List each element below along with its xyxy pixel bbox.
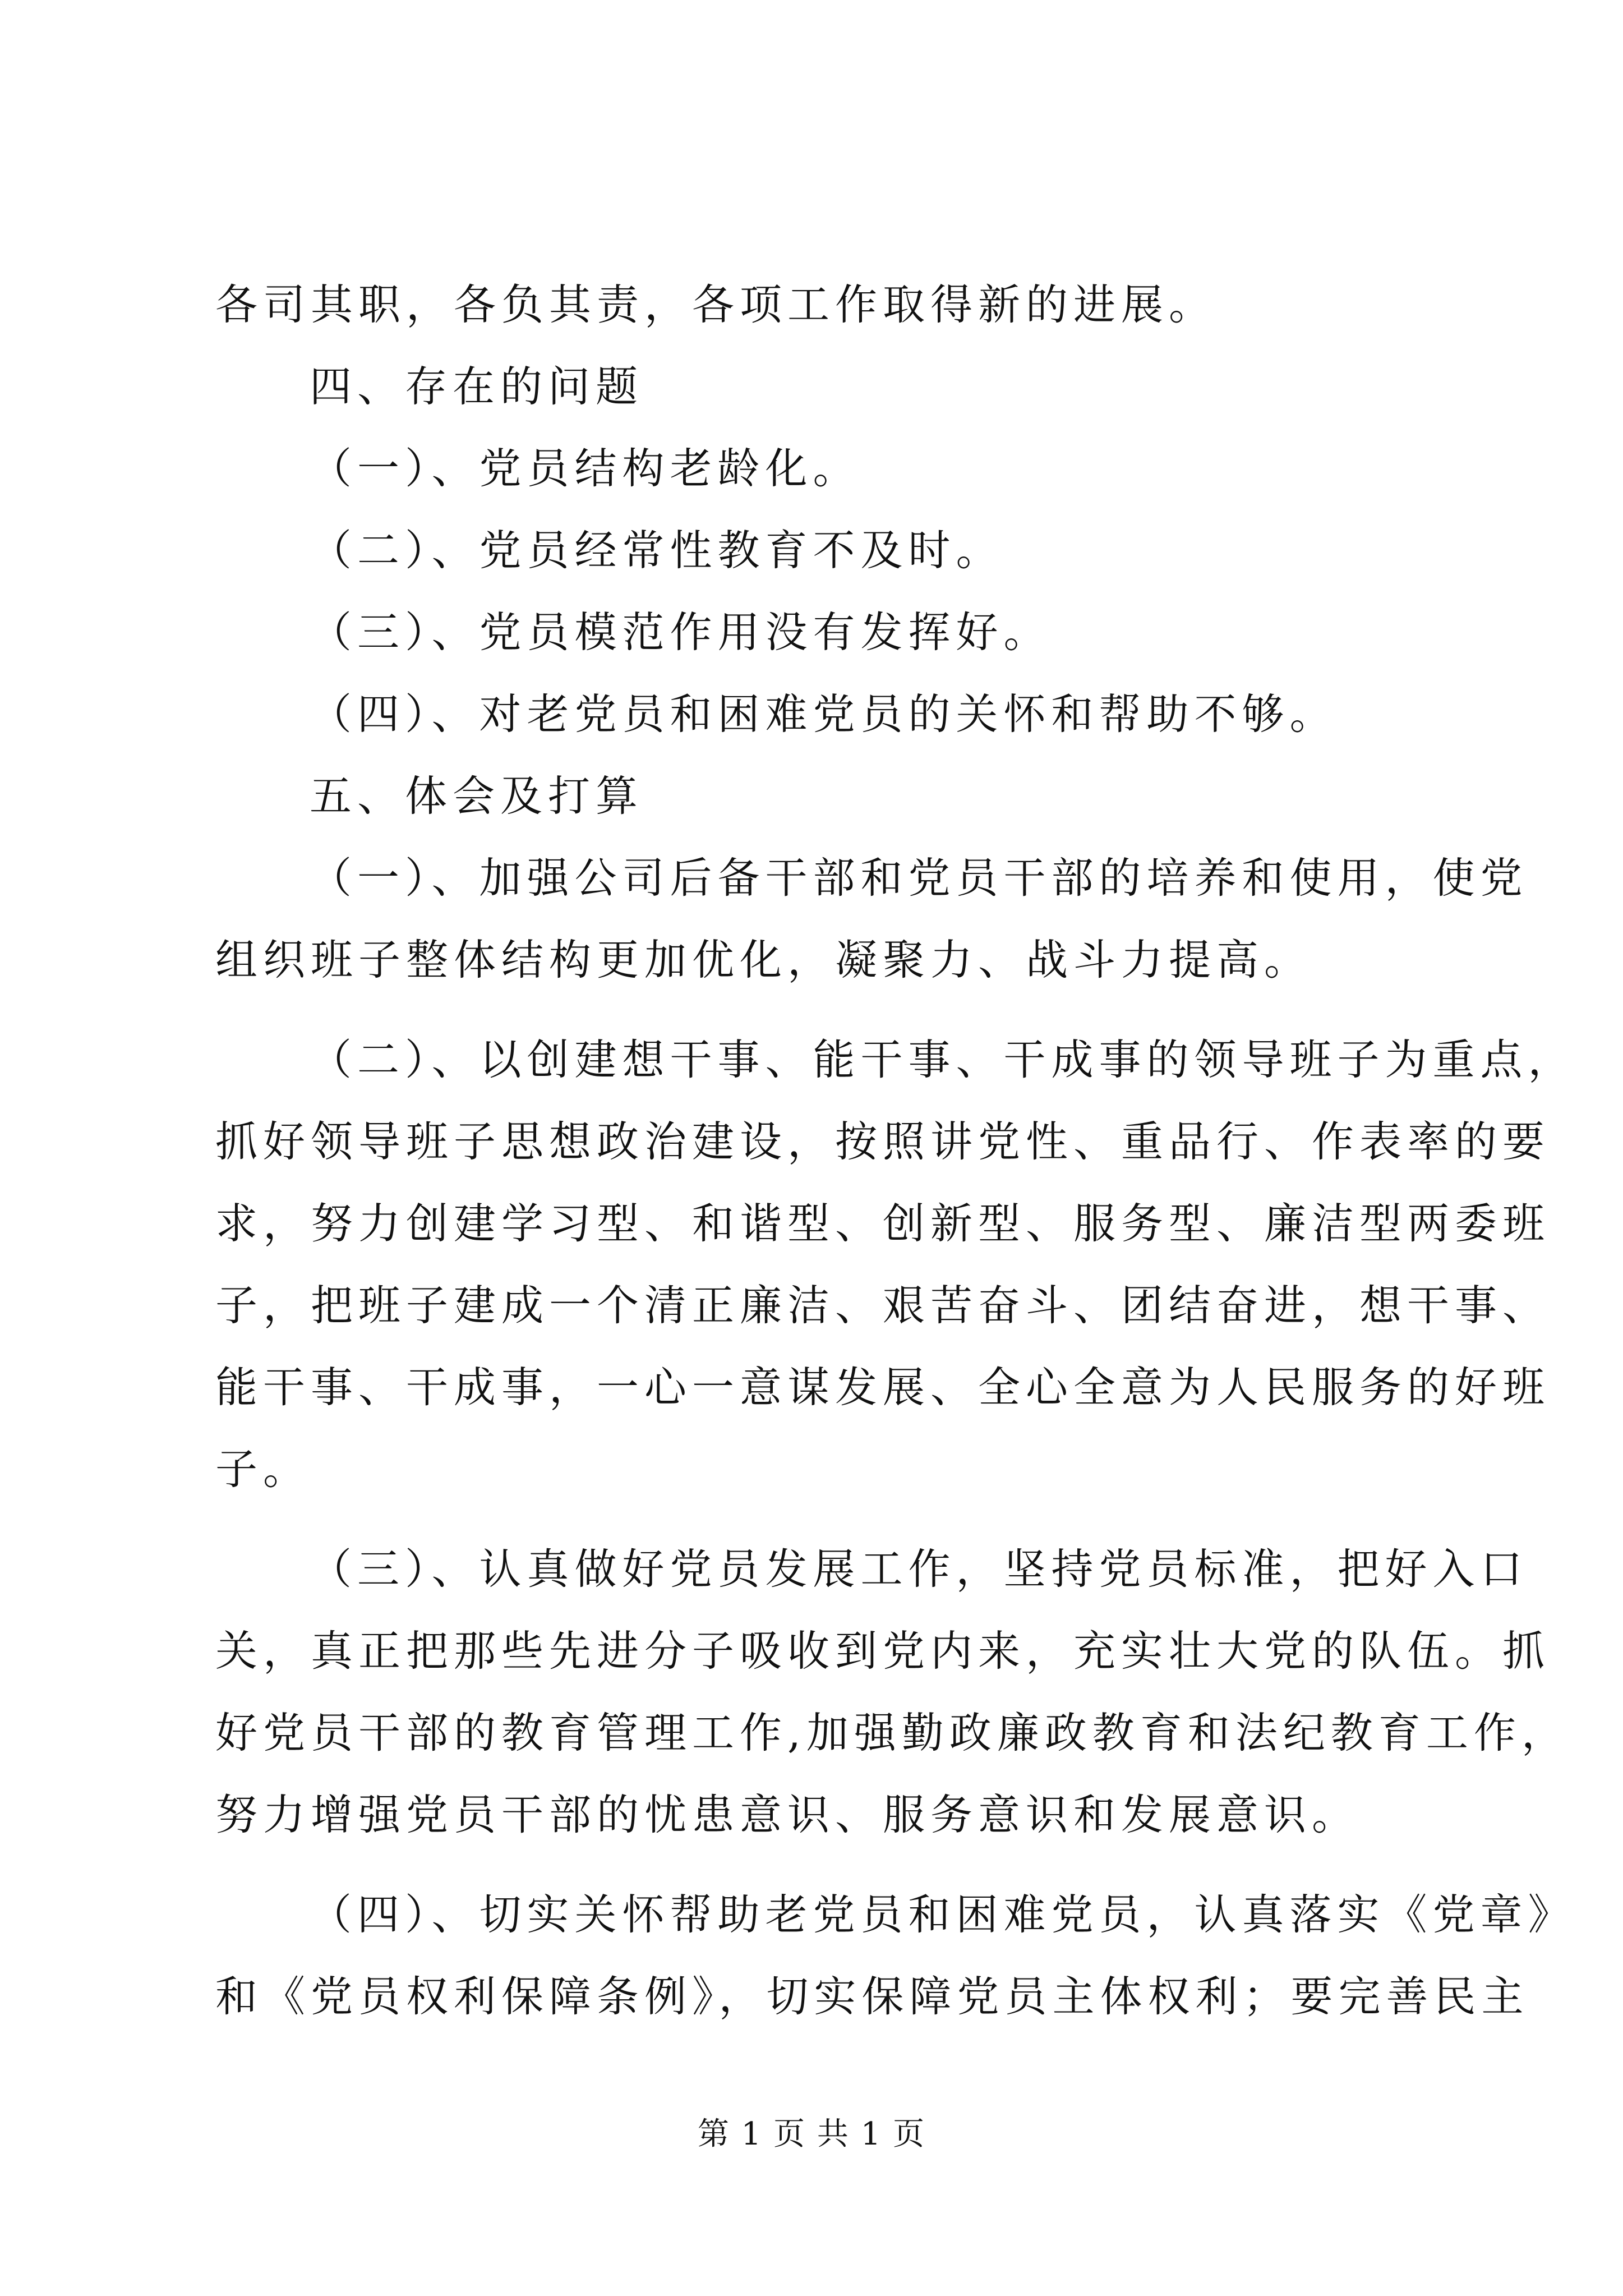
problem-item-1: （一）、党员结构老龄化。 <box>310 444 861 493</box>
problem-item-4: （四）、对老党员和困难党员的关怀和帮助不够。 <box>310 689 1338 739</box>
plan-2-line: 子，把班子建成一个清正廉洁、艰苦奋斗、团结奋进，想干事、 <box>215 1281 1551 1330</box>
document-body <box>215 264 1576 2037</box>
section-heading-problems: 四、存在的问题 <box>310 362 644 411</box>
plan-3-line: （三）、认真做好党员发展工作，坚持党员标准，把好入口 <box>310 1544 1528 1594</box>
plan-3-line: 关，真正把那些先进分子吸收到党内来，充实壮大党的队伍。抓 <box>215 1626 1551 1676</box>
section-heading-plans: 五、体会及打算 <box>310 771 644 821</box>
problem-item-2: （二）、党员经常性教育不及时。 <box>310 526 1004 575</box>
plan-1-line: （一）、加强公司后备干部和党员干部的培养和使用，使党 <box>310 853 1528 903</box>
plan-1-line: 组织班子整体结构更加优化，凝聚力、战斗力提高。 <box>215 935 1312 984</box>
paragraph-gap <box>215 1510 1415 1528</box>
plan-2-line: 抓好领导班子思想政治建设，按照讲党性、重品行、作表率的要 <box>215 1117 1551 1166</box>
plan-3-line: 好党员干部的教育管理工作,加强勤政廉政教育和法纪教育工作， <box>215 1708 1569 1757</box>
plan-4-line: 和《党员权利保障条例》，切实保障党员主体权利；要完善民主 <box>215 1972 1529 2021</box>
plan-2-line: 求，努力创建学习型、和谐型、创新型、服务型、廉洁型两委班 <box>215 1199 1551 1248</box>
paragraph-gap <box>215 1856 1415 1874</box>
paragraph-gap <box>215 1001 1415 1019</box>
plan-3-line: 努力增强党员干部的忧患意识、服务意识和发展意识。 <box>215 1790 1360 1839</box>
page-number-footer: 第 1 页 共 1 页 <box>697 2116 926 2152</box>
problem-item-3: （三）、党员模范作用没有发挥好。 <box>310 608 1052 657</box>
plan-2-line: 能干事、干成事，一心一意谋发展、全心全意为人民服务的好班 <box>215 1363 1551 1412</box>
plan-2-line: （二）、以创建想干事、能干事、干成事的领导班子为重点， <box>310 1035 1576 1084</box>
paragraph-line: 各司其职，各负其责，各项工作取得新的进展。 <box>215 280 1217 329</box>
plan-4-line: （四）、切实关怀帮助老党员和困难党员，认真落实《党章》 <box>310 1890 1576 1939</box>
plan-2-line: 子。 <box>215 1444 311 1494</box>
